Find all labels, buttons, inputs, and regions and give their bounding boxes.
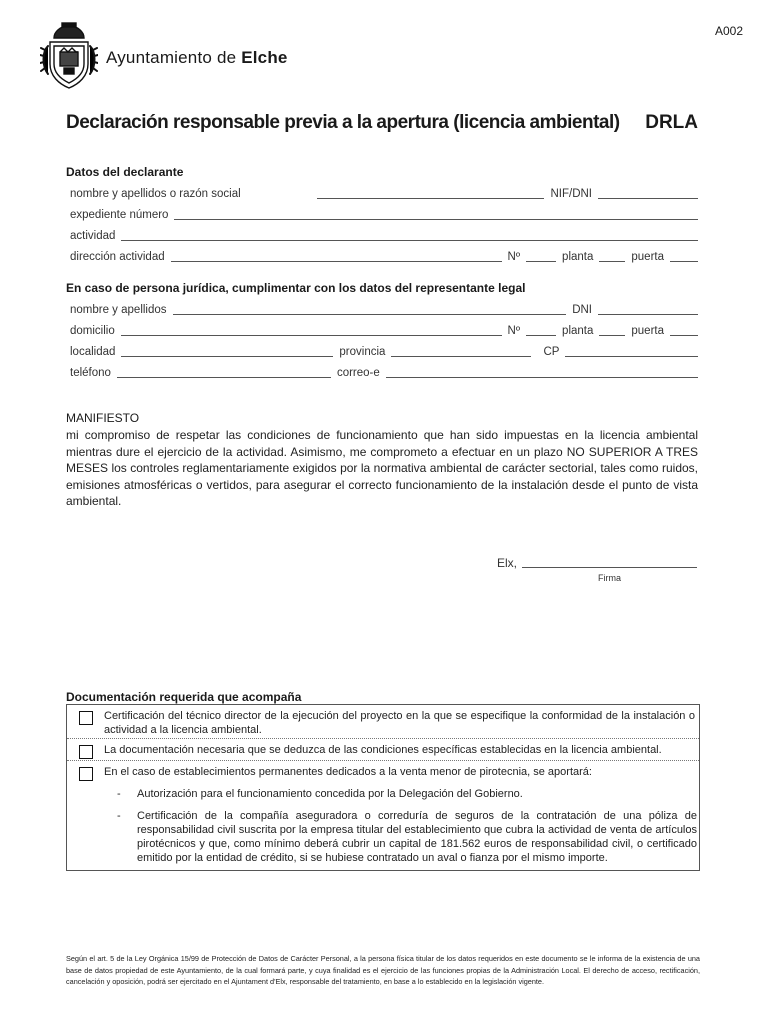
doc-item-pirotecnia	[67, 761, 699, 781]
manifiesto-heading: MANIFIESTO	[66, 411, 140, 425]
telefono-label: teléfono	[70, 367, 111, 379]
telefono-input[interactable]	[117, 377, 331, 378]
rep-puerta-input[interactable]	[670, 335, 698, 336]
doc-item-certificacion	[67, 705, 699, 739]
rep-dni-input[interactable]	[598, 314, 698, 315]
localidad-input[interactable]	[121, 356, 333, 357]
doc-item-text: La documentación necesaria que se deduzca de las condiciones específicas establecidas en la licencia ambiental.	[104, 744, 662, 756]
direccion-row	[70, 248, 698, 264]
rep-numero-input[interactable]	[526, 335, 556, 336]
nombre-label: nombre y apellidos o razón social	[70, 188, 241, 200]
doc-item-documentacion	[67, 739, 699, 761]
rep-planta-input[interactable]	[599, 335, 625, 336]
numero-label: Nº	[507, 251, 521, 263]
legal-notice: Según el art. 5 de la Ley Orgánica 15/99 de Protección de Datos de Carácter Personal, a la persona física titular de los datos requeridos en este documento se le informa de la existencia de una base de datos propiedad de este Ayuntamiento, de la cual formará parte, y cuya finalidad es el ejercicio de las funciones propias de la Administración Local. El derecho de acceso, rectificación, cancelación y oposición, podrá ser ejercitado en el Ajuntament d'Elx, responsable del tratamiento, en base a lo establecido en la legislación vigente.	[66, 954, 700, 986]
nombre-input[interactable]	[317, 198, 545, 199]
puerta-label: puerta	[631, 251, 664, 263]
declarante-heading: Datos del declarante	[66, 165, 184, 179]
rep-nombre-input[interactable]	[173, 314, 567, 315]
documentacion-heading: Documentación requerida que acompaña	[66, 690, 302, 704]
domicilio-input[interactable]	[121, 335, 502, 336]
direccion-label: dirección actividad	[70, 251, 165, 263]
rep-planta-label: planta	[562, 325, 594, 337]
numero-input[interactable]	[526, 261, 556, 262]
form-title: Declaración responsable previa a la apertura (licencia ambiental)	[66, 112, 620, 133]
representante-nombre-row	[70, 301, 698, 317]
signature-input[interactable]	[522, 567, 697, 568]
rep-numero-label: Nº	[507, 325, 521, 337]
expediente-input[interactable]	[174, 219, 698, 220]
doc-subitem-autorizacion	[117, 787, 697, 801]
direccion-input[interactable]	[171, 261, 502, 262]
actividad-label: actividad	[70, 230, 116, 242]
domicilio-label: domicilio	[70, 325, 115, 337]
signature-row	[497, 556, 697, 570]
doc-item-text: Certificación del técnico director de la ejecución del proyecto en la que se especifique la conformidad de la instalación o actividad a la licencia ambiental.	[104, 710, 695, 736]
form-code: A002	[714, 24, 743, 38]
doc-subitem-text: Certificación de la compañía aseguradora o correduría de seguros de la contratación de una póliza de responsabilidad civil suscrita por la empresa titular del establecimiento que cubra la actividad de venta de artículos pirotécnicos y que, como mínimo deberá cubrir un capital de 181.562 euros de responsabilidad civil, o certificado emitido por la entidad de crédito, si se hubiese contratado un aval o fianza por el mismo importe.	[137, 810, 697, 864]
organization-name: Ayuntamiento de Elche	[106, 48, 288, 67]
doc-checkbox-2[interactable]	[79, 745, 93, 759]
planta-label: planta	[562, 251, 594, 263]
nif-label: NIF/DNI	[550, 188, 592, 200]
localidad-row	[70, 343, 698, 359]
planta-input[interactable]	[599, 261, 625, 262]
provincia-label: provincia	[339, 346, 386, 358]
subitem-dash: -	[117, 810, 121, 822]
form-title-row	[66, 112, 698, 134]
doc-checkbox-1[interactable]	[79, 711, 93, 725]
nif-input[interactable]	[598, 198, 698, 199]
correo-input[interactable]	[386, 377, 698, 378]
actividad-input[interactable]	[121, 240, 698, 241]
declarante-nombre-row	[70, 185, 698, 201]
city-crest-icon	[40, 22, 98, 92]
subitem-dash: -	[117, 788, 121, 800]
rep-puerta-label: puerta	[631, 325, 664, 337]
documentacion-box	[66, 704, 700, 871]
manifiesto-text: mi compromiso de respetar las condiciones de funcionamiento que han sido impuestas en la licencia ambiental mientras dure el ejercicio de la actividad. Asimismo, me comprometo a efectuar en un plazo NO SUPERIOR A TRES MESES los controles reglamentariamente exigidos por la normativa ambiental de carácter sectorial, tales como ruidos, emisiones atmosféricas o vertidos, para asegurar el correcto funcionamiento de la instalación desde el punto de vista ambiental.	[66, 428, 698, 508]
provincia-input[interactable]	[391, 356, 531, 357]
representante-heading: En caso de persona jurídica, cumplimentar con los datos del representante legal	[66, 281, 526, 295]
doc-subitem-text: Autorización para el funcionamiento concedida por la Delegación del Gobierno.	[137, 788, 523, 800]
cp-input[interactable]	[565, 356, 698, 357]
expediente-row	[70, 206, 698, 222]
domicilio-row	[70, 322, 698, 338]
rep-dni-label: DNI	[572, 304, 592, 316]
form-title-code: DRLA	[645, 112, 698, 133]
expediente-label: expediente número	[70, 209, 169, 221]
doc-checkbox-3[interactable]	[79, 767, 93, 781]
actividad-row	[70, 227, 698, 243]
puerta-input[interactable]	[670, 261, 698, 262]
signature-label: Firma	[598, 573, 621, 583]
cp-label: CP	[543, 346, 560, 358]
correo-label: correo-e	[336, 367, 380, 379]
signature-place: Elx,	[497, 556, 518, 570]
rep-nombre-label: nombre y apellidos	[70, 304, 167, 316]
localidad-label: localidad	[70, 346, 116, 358]
telefono-row	[70, 364, 698, 380]
doc-subitem-seguro	[117, 809, 697, 865]
doc-item-text: En el caso de establecimientos permanentes dedicados a la venta menor de pirotecnia, se aportará:	[104, 766, 592, 778]
